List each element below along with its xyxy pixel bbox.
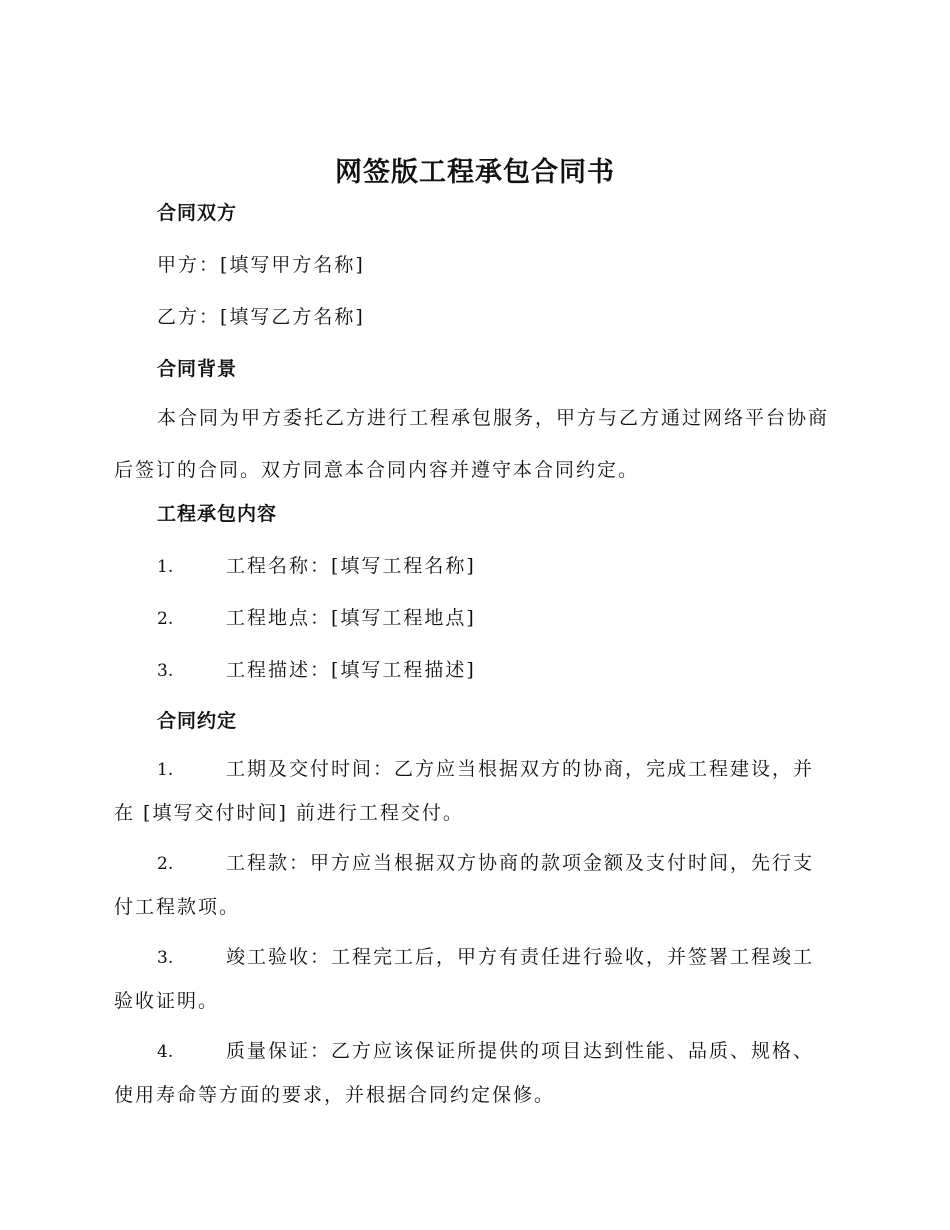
document-title: 网签版工程承包合同书 bbox=[335, 157, 615, 188]
list-number: 3. bbox=[157, 661, 174, 681]
term-item-text: 质量保证：乙方应该保证所提供的项目达到性能、品质、规格、使用寿命等方面的要求，并根据合同约定保修。 bbox=[114, 1040, 815, 1106]
section-heading-terms: 合同约定 bbox=[157, 710, 238, 732]
party-a-line: 甲方：[填写甲方名称] bbox=[157, 254, 365, 276]
term-item-text: 工程款：甲方应当根据双方协商的款项金额及支付时间，先行支付工程款项。 bbox=[114, 852, 815, 918]
list-number: 2. bbox=[157, 854, 174, 874]
list-number: 4. bbox=[157, 1042, 174, 1062]
list-number: 3. bbox=[157, 948, 174, 968]
section-heading-parties: 合同双方 bbox=[157, 202, 238, 224]
term-item-1 bbox=[114, 748, 832, 835]
content-item-text: 工程名称：[填写工程名称] bbox=[226, 555, 476, 577]
list-number: 1. bbox=[157, 557, 174, 577]
list-number: 2. bbox=[157, 609, 174, 629]
term-item-4 bbox=[114, 1030, 832, 1117]
term-item-text: 工期及交付时间：乙方应当根据双方的协商，完成工程建设，并在 [填写交付时间] 前进行工程交付。 bbox=[114, 758, 815, 824]
content-item-3 bbox=[157, 655, 476, 682]
content-item-1 bbox=[157, 551, 476, 578]
list-number: 1. bbox=[157, 760, 174, 780]
term-item-2 bbox=[114, 842, 832, 929]
content-item-2 bbox=[157, 603, 476, 630]
content-item-text: 工程地点：[填写工程地点] bbox=[226, 607, 476, 629]
term-item-text: 竣工验收：工程完工后，甲方有责任进行验收，并签署工程竣工验收证明。 bbox=[114, 946, 815, 1012]
party-b-line: 乙方：[填写乙方名称] bbox=[157, 306, 365, 328]
section-heading-background: 合同背景 bbox=[157, 358, 238, 380]
term-item-3 bbox=[114, 936, 832, 1023]
content-item-text: 工程描述：[填写工程描述] bbox=[226, 659, 476, 681]
section-heading-content: 工程承包内容 bbox=[157, 503, 278, 525]
background-paragraph: 本合同为甲方委托乙方进行工程承包服务，甲方与乙方通过网络平台协商后签订的合同。双方同意本合同内容并遵守本合同约定。 bbox=[114, 407, 830, 481]
